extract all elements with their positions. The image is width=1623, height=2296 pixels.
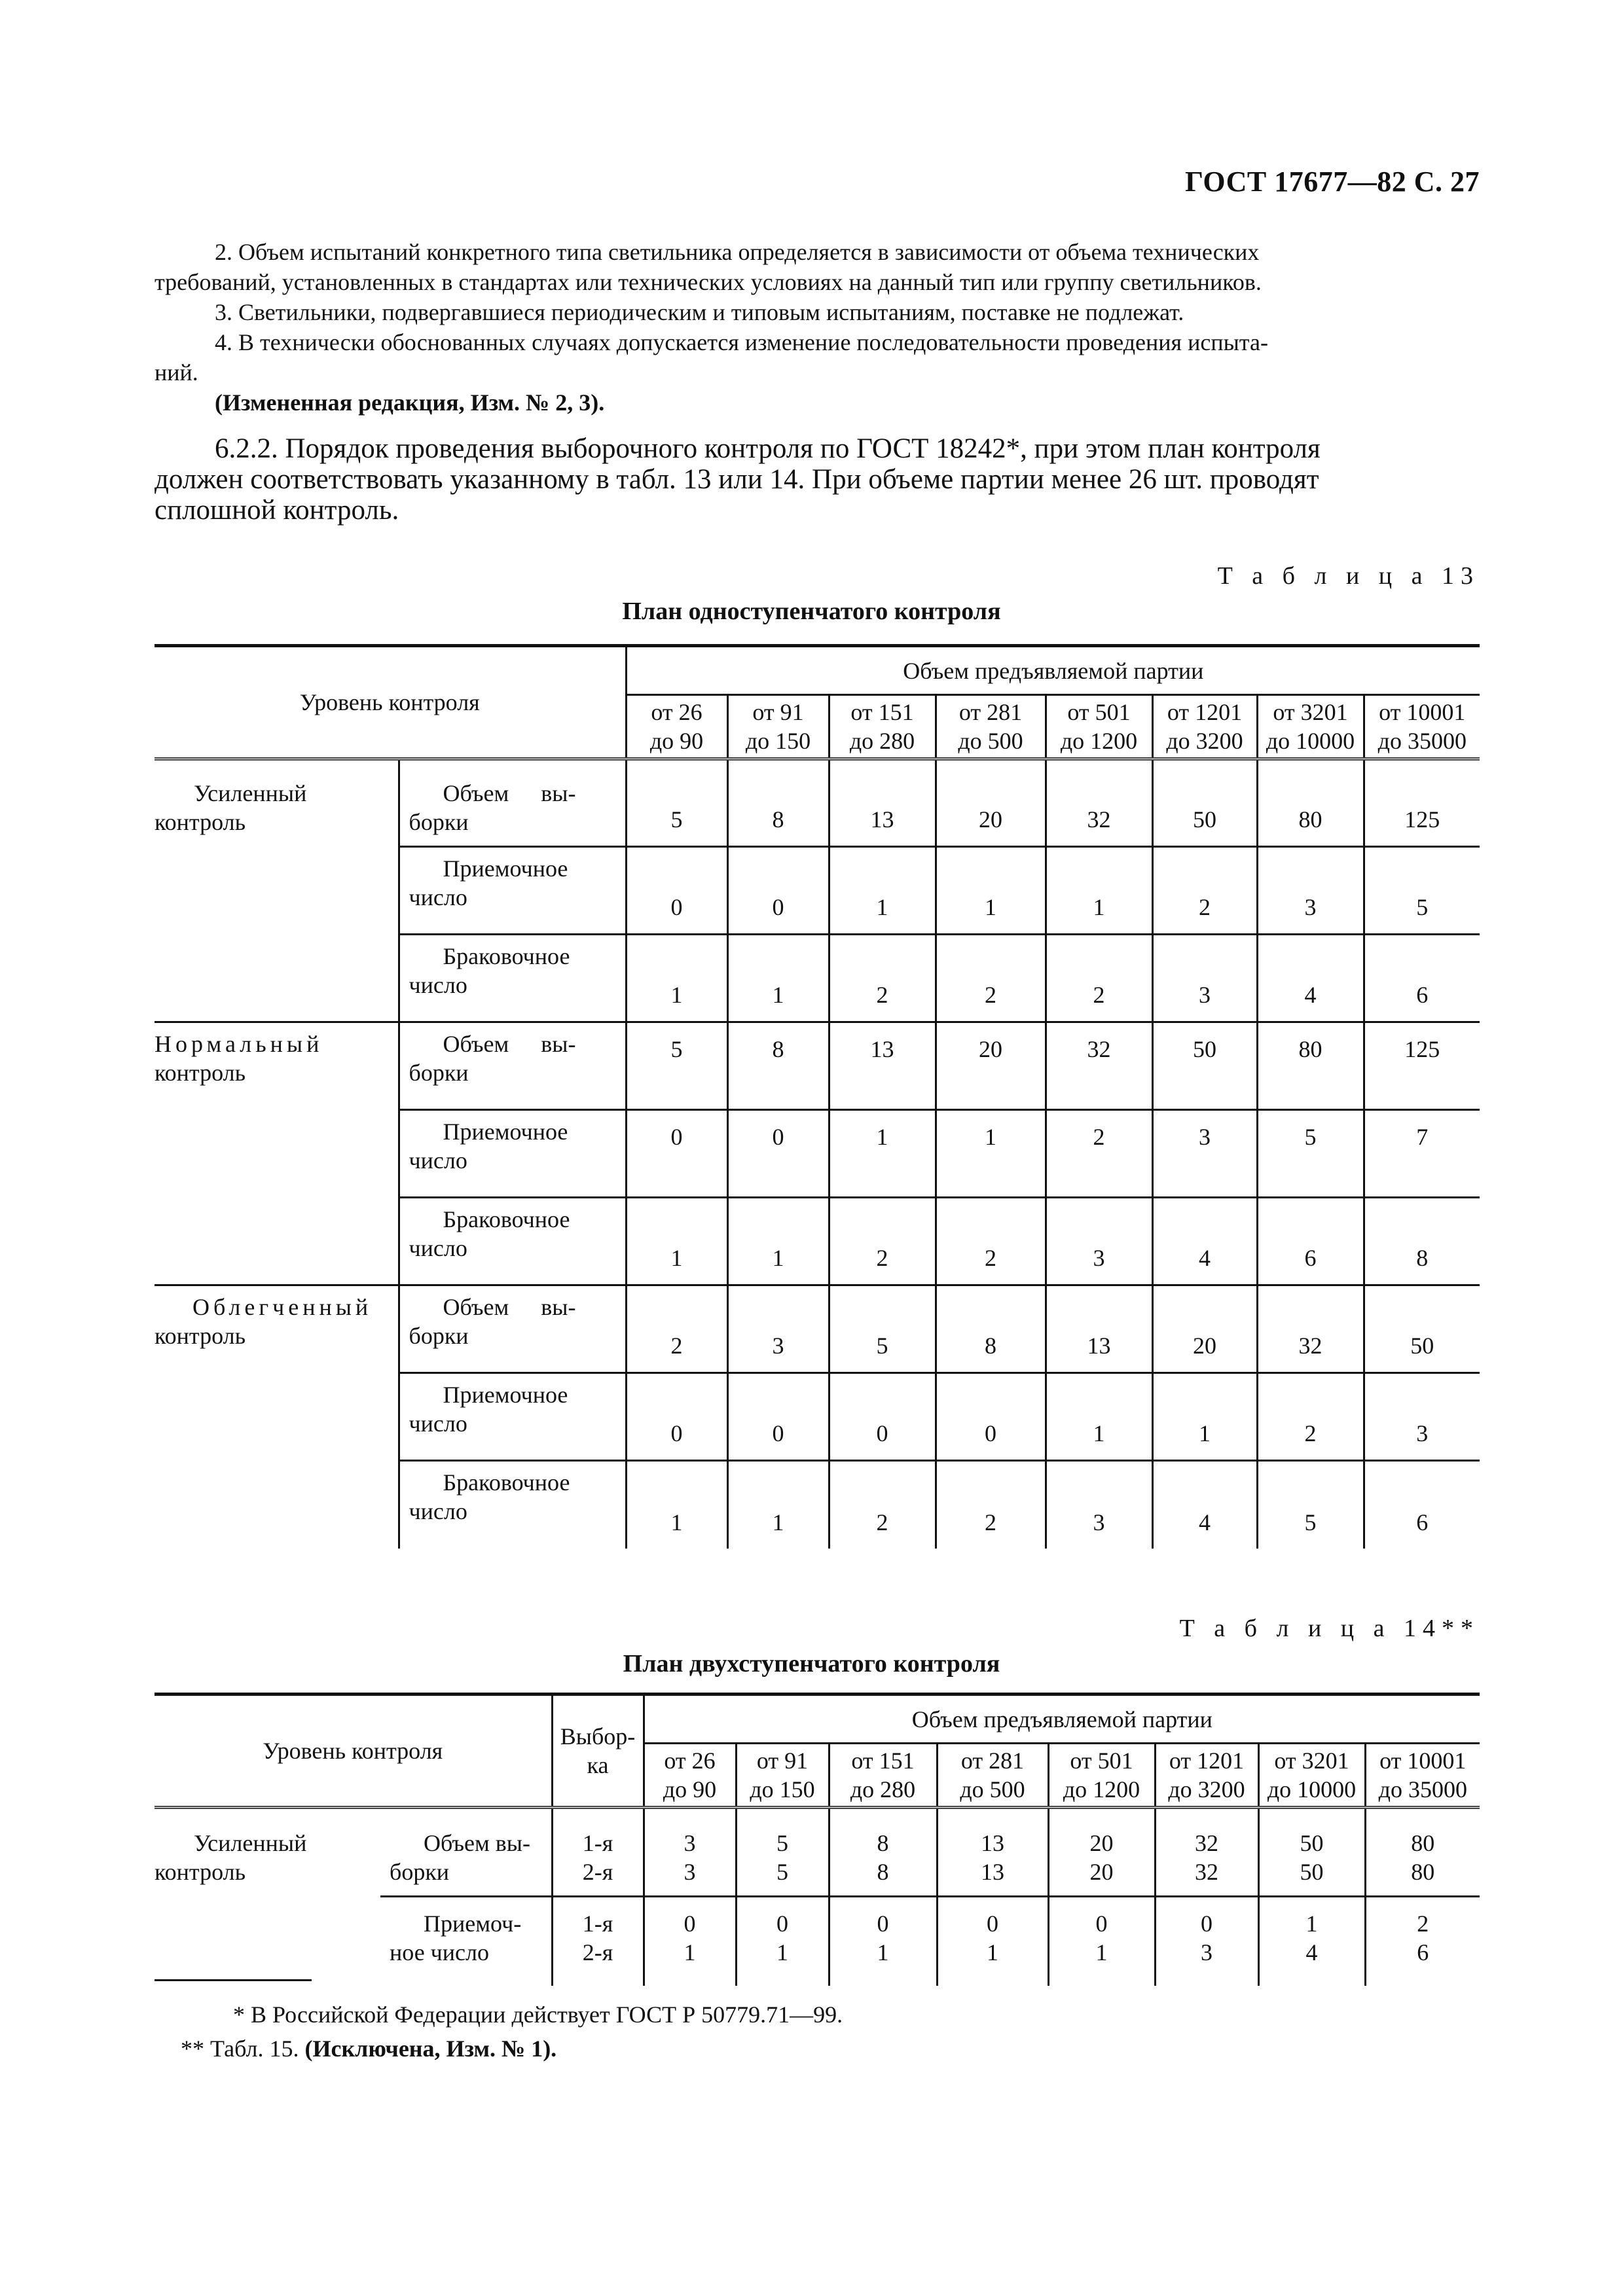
value-stage-2: 6	[1417, 1939, 1429, 1965]
paragraph-line: должен соответствовать указанному в табл. 13 или 14. При объеме партии менее 26 шт. проводят	[155, 464, 1319, 495]
table14-title: План двухступенчатого контроля	[623, 1650, 1000, 1677]
value-cell: 1	[1152, 1373, 1257, 1461]
control-level	[155, 759, 399, 1022]
value-cell	[644, 1897, 736, 1986]
value-stage-2: 3	[684, 1859, 696, 1885]
parameter-label-line: число	[409, 1147, 467, 1174]
value-cell: 6	[1364, 935, 1480, 1022]
lot-range-to: до 3200	[1168, 1776, 1245, 1803]
lot-range-header	[1046, 695, 1152, 759]
parameter-label-line: Приемоч-	[424, 1910, 522, 1937]
parameter-label	[380, 1897, 552, 1986]
parameter-label	[399, 1373, 626, 1461]
parameter-label	[399, 847, 626, 935]
lot-range-from: от 151	[851, 1748, 915, 1774]
value-stage-1: 20	[1089, 1830, 1114, 1856]
value-cell: 5	[829, 1285, 936, 1373]
clause-6-2-2	[155, 433, 1480, 526]
table14-label: Т а б л и ц а 14**	[1179, 1615, 1480, 1642]
value-cell: 3	[1364, 1373, 1480, 1461]
value-cell	[736, 1897, 829, 1986]
lot-range-from: от 3201	[1273, 699, 1348, 725]
value-cell: 1	[626, 1461, 727, 1549]
value-cell: 2	[1152, 847, 1257, 935]
sample-cell	[552, 1808, 644, 1897]
value-cell: 8	[1364, 1198, 1480, 1285]
value-stage-2: 1	[877, 1939, 889, 1965]
value-cell: 0	[727, 847, 829, 935]
lot-range-to: до 35000	[1377, 728, 1467, 754]
value-cell: 13	[829, 759, 936, 847]
value-cell: 3	[727, 1285, 829, 1373]
lot-range-from: от 91	[756, 1748, 809, 1774]
value-cell: 3	[1152, 1110, 1257, 1198]
note-line: 3. Светильники, подвергавшиеся периодическим и типовым испытаниям, поставке не подлежат.	[215, 299, 1184, 325]
value-cell: 7	[1364, 1110, 1480, 1198]
value-cell: 5	[1364, 847, 1480, 935]
value-cell: 80	[1257, 1022, 1364, 1110]
parameter-label-line: Приемочное	[443, 1382, 568, 1408]
lot-range-header	[1152, 695, 1257, 759]
value-cell: 0	[626, 1373, 727, 1461]
control-level-line: контроль	[155, 809, 246, 835]
parameter-label-line: борки	[409, 1323, 469, 1349]
parameter-label-line: Браковочное	[443, 1469, 570, 1496]
value-cell	[736, 1808, 829, 1897]
value-cell	[1258, 1808, 1365, 1897]
value-cell: 50	[1152, 759, 1257, 847]
notes-block	[155, 237, 1480, 418]
value-cell: 2	[1046, 1110, 1152, 1198]
value-cell: 1	[727, 1461, 829, 1549]
control-level-line: Усиленный	[194, 1830, 307, 1856]
level-header: Уровень контроля	[155, 646, 626, 759]
value-cell: 1	[1046, 1373, 1152, 1461]
sample-header-line: ка	[587, 1752, 609, 1778]
value-cell: 50	[1152, 1022, 1257, 1110]
value-stage-2: 1	[987, 1939, 999, 1965]
lot-range-to: до 90	[663, 1776, 717, 1803]
lot-range-header	[727, 695, 829, 759]
value-cell: 4	[1257, 935, 1364, 1022]
value-cell: 32	[1046, 759, 1152, 847]
lot-range-from: от 1201	[1169, 1748, 1245, 1774]
lot-range-header	[1365, 1744, 1480, 1808]
table14	[155, 1693, 1480, 1986]
parameter-label-line: число	[409, 1235, 467, 1261]
lot-range-from: от 281	[960, 1748, 1025, 1774]
table-row	[155, 1808, 1480, 1897]
value-cell: 20	[936, 759, 1046, 847]
table-row	[155, 1022, 1480, 1110]
value-stage-2: 32	[1195, 1859, 1219, 1885]
parameter-label-line: Объем вы-	[443, 780, 576, 806]
value-stage-2: 4	[1305, 1939, 1318, 1965]
control-level-line: контроль	[155, 1323, 246, 1349]
lot-range-to: до 10000	[1266, 728, 1355, 754]
control-level-line: Усиленный	[194, 780, 307, 806]
note-line: 2. Объем испытаний конкретного типа светильника определяется в зависимости от объема технических	[215, 239, 1260, 265]
page-header: ГОСТ 17677—82 С. 27	[1184, 166, 1480, 198]
value-stage-1: 0	[987, 1910, 999, 1937]
value-cell: 5	[626, 759, 727, 847]
value-cell: 2	[626, 1285, 727, 1373]
parameter-label-line: Браковочное	[443, 1206, 570, 1232]
parameter-label-line: Приемочное	[443, 1119, 568, 1145]
parameter-label-line: Браковочное	[443, 943, 570, 969]
lot-range-from: от 10001	[1379, 1748, 1467, 1774]
control-level-line: Нормальный	[155, 1031, 323, 1057]
value-stage-2: 8	[877, 1859, 889, 1885]
sample-cell	[552, 1897, 644, 1986]
parameter-label-line: число	[409, 1498, 467, 1524]
value-cell: 20	[936, 1022, 1046, 1110]
lot-range-from: от 26	[664, 1748, 716, 1774]
lot-range-header	[936, 695, 1046, 759]
value-stage-1: 8	[877, 1830, 889, 1856]
parameter-label-line: борки	[390, 1859, 450, 1885]
lot-range-from: от 91	[752, 699, 804, 725]
value-stage-2: 1	[776, 1939, 789, 1965]
lot-range-to: до 1200	[1063, 1776, 1140, 1803]
value-stage-1: 3	[684, 1830, 696, 1856]
lot-range-from: от 3201	[1274, 1748, 1349, 1774]
parameter-label-line: борки	[409, 1060, 469, 1086]
value-cell: 1	[936, 1110, 1046, 1198]
lot-range-to: до 500	[958, 728, 1023, 754]
value-cell: 80	[1257, 759, 1364, 847]
value-cell: 2	[936, 1461, 1046, 1549]
lot-range-to: до 3200	[1166, 728, 1243, 754]
lot-range-header	[829, 695, 936, 759]
footnote-text: ** Табл. 15.	[181, 2036, 305, 2062]
value-stage-1: 32	[1195, 1830, 1219, 1856]
value-stage-1: 0	[1095, 1910, 1108, 1937]
table13	[155, 644, 1480, 1549]
note-line: требований, установленных в стандартах или технических условиях на данный тип или группу светильников.	[155, 269, 1262, 295]
value-cell: 3	[1152, 935, 1257, 1022]
value-cell: 0	[727, 1373, 829, 1461]
parameter-label-line: Приемочное	[443, 855, 568, 882]
value-cell: 3	[1046, 1461, 1152, 1549]
table-row	[155, 759, 1480, 847]
value-cell	[829, 1897, 937, 1986]
sample-header	[552, 1695, 644, 1808]
value-cell	[1365, 1808, 1480, 1897]
value-stage-2: 20	[1089, 1859, 1114, 1885]
value-cell	[1365, 1897, 1480, 1986]
lot-range-from: от 1201	[1167, 699, 1243, 725]
value-cell: 125	[1364, 1022, 1480, 1110]
value-cell	[1155, 1808, 1258, 1897]
value-stage-1: 80	[1411, 1830, 1435, 1856]
value-cell: 1	[626, 935, 727, 1022]
value-cell	[829, 1808, 937, 1897]
lot-range-header	[644, 1744, 736, 1808]
value-cell: 0	[829, 1373, 936, 1461]
value-cell: 2	[936, 935, 1046, 1022]
value-cell: 2	[829, 935, 936, 1022]
value-cell: 4	[1152, 1198, 1257, 1285]
value-cell: 2	[1257, 1373, 1364, 1461]
value-stage-2: 80	[1411, 1859, 1435, 1885]
value-cell	[1048, 1808, 1155, 1897]
lot-range-from: от 501	[1067, 699, 1131, 725]
sample-stage: 1-я	[582, 1830, 613, 1856]
value-cell: 1	[1046, 847, 1152, 935]
lot-range-to: до 1200	[1060, 728, 1138, 754]
value-cell: 5	[626, 1022, 727, 1110]
value-cell: 0	[936, 1373, 1046, 1461]
lot-range-header	[937, 1744, 1048, 1808]
value-stage-1: 0	[684, 1910, 696, 1937]
value-stage-1: 13	[981, 1830, 1005, 1856]
value-cell: 1	[727, 935, 829, 1022]
value-cell: 8	[936, 1285, 1046, 1373]
lot-range-header	[1048, 1744, 1155, 1808]
parameter-label	[399, 1110, 626, 1198]
control-level	[155, 1808, 380, 1986]
lot-range-from: от 501	[1070, 1748, 1133, 1774]
value-cell: 125	[1364, 759, 1480, 847]
level-header: Уровень контроля	[155, 1695, 552, 1808]
value-stage-1: 0	[877, 1910, 889, 1937]
parameter-label-line: Объем вы-	[443, 1031, 576, 1057]
parameter-label-line: число	[409, 1410, 467, 1437]
parameter-label-line: борки	[409, 809, 469, 835]
control-level	[155, 1022, 399, 1285]
lot-header: Объем предъявляемой партии	[626, 646, 1480, 695]
lot-range-header	[1364, 695, 1480, 759]
value-cell: 0	[626, 847, 727, 935]
value-cell: 50	[1364, 1285, 1480, 1373]
lot-range-from: от 26	[651, 699, 702, 725]
lot-range-from: от 281	[958, 699, 1023, 725]
lot-range-to: до 280	[849, 728, 915, 754]
note-line: ний.	[155, 359, 198, 386]
lot-range-header	[1258, 1744, 1365, 1808]
lot-range-from: от 10001	[1379, 699, 1466, 725]
value-cell: 20	[1152, 1285, 1257, 1373]
sample-stage: 2-я	[582, 1939, 613, 1965]
value-cell: 1	[829, 1110, 936, 1198]
parameter-label	[399, 935, 626, 1022]
value-cell	[937, 1808, 1048, 1897]
value-stage-1: 50	[1300, 1830, 1324, 1856]
lot-range-from: от 151	[850, 699, 914, 725]
sample-stage: 1-я	[582, 1910, 613, 1937]
parameter-label-line: число	[409, 884, 467, 910]
value-stage-2: 13	[981, 1859, 1005, 1885]
paragraph-line: 6.2.2. Порядок проведения выборочного контроля по ГОСТ 18242*, при этом план контроля	[215, 433, 1321, 464]
lot-range-header	[829, 1744, 937, 1808]
control-level-line: контроль	[155, 1060, 246, 1086]
lot-range-to: до 35000	[1378, 1776, 1467, 1803]
control-level	[155, 1285, 399, 1549]
footnote-bold: (Исключена, Изм. № 1).	[304, 2036, 557, 2062]
table13-label: Т а б л и ц а 13	[1217, 562, 1480, 590]
parameter-label-line: ное число	[390, 1939, 489, 1965]
value-cell	[937, 1897, 1048, 1986]
value-stage-2: 1	[1095, 1939, 1108, 1965]
value-cell: 3	[1046, 1198, 1152, 1285]
value-stage-2: 5	[776, 1859, 789, 1885]
value-cell: 2	[936, 1198, 1046, 1285]
value-cell: 13	[1046, 1285, 1152, 1373]
value-cell: 2	[829, 1198, 936, 1285]
value-cell: 3	[1257, 847, 1364, 935]
parameter-label	[399, 1461, 626, 1549]
paragraph-line: сплошной контроль.	[155, 495, 399, 526]
footnote	[155, 2032, 843, 2066]
value-stage-2: 3	[1201, 1939, 1213, 1965]
lot-range-to: до 90	[649, 728, 704, 754]
parameter-label-line: Объем вы-	[424, 1830, 530, 1856]
value-cell: 1	[626, 1198, 727, 1285]
value-stage-1: 0	[776, 1910, 789, 1937]
parameter-label-line: Объем вы-	[443, 1294, 576, 1320]
value-cell: 6	[1257, 1198, 1364, 1285]
value-stage-1: 5	[776, 1830, 789, 1856]
parameter-label	[399, 1198, 626, 1285]
sample-header-line: Выбор-	[560, 1723, 636, 1749]
value-cell: 5	[1257, 1461, 1364, 1549]
value-cell: 8	[727, 759, 829, 847]
control-level-line: контроль	[155, 1859, 246, 1885]
lot-range-to: до 280	[850, 1776, 916, 1803]
value-cell: 4	[1152, 1461, 1257, 1549]
value-cell: 1	[829, 847, 936, 935]
value-cell: 6	[1364, 1461, 1480, 1549]
footnotes	[155, 1998, 843, 2066]
value-cell: 2	[1046, 935, 1152, 1022]
lot-range-to: до 150	[750, 1776, 815, 1803]
lot-range-header	[1155, 1744, 1258, 1808]
value-cell	[1155, 1897, 1258, 1986]
sample-stage: 2-я	[582, 1859, 613, 1885]
value-cell	[1258, 1897, 1365, 1986]
table-row	[155, 1285, 1480, 1373]
value-cell: 13	[829, 1022, 936, 1110]
lot-range-header	[736, 1744, 829, 1808]
value-cell: 8	[727, 1022, 829, 1110]
note-line: 4. В технически обоснованных случаях допускается изменение последовательности проведения испыта-	[215, 329, 1268, 355]
lot-range-to: до 10000	[1267, 1776, 1357, 1803]
value-stage-2: 50	[1300, 1859, 1324, 1885]
lot-range-to: до 150	[745, 728, 811, 754]
amendment-note: (Измененная редакция, Изм. № 2, 3).	[215, 389, 605, 416]
footnote-divider	[155, 1979, 312, 1981]
parameter-label	[399, 1022, 626, 1110]
value-cell: 5	[1257, 1110, 1364, 1198]
parameter-label	[399, 759, 626, 847]
lot-range-header	[1257, 695, 1364, 759]
lot-header: Объем предъявляемой партии	[644, 1695, 1480, 1744]
value-cell: 0	[626, 1110, 727, 1198]
value-cell	[644, 1808, 736, 1897]
parameter-label	[380, 1808, 552, 1897]
value-cell: 0	[727, 1110, 829, 1198]
value-stage-1: 1	[1305, 1910, 1318, 1937]
value-cell: 32	[1257, 1285, 1364, 1373]
parameter-label	[399, 1285, 626, 1373]
footnote: * В Российской Федерации действует ГОСТ Р 50779.71—99.	[233, 2001, 843, 2028]
control-level-line: Облегченный	[192, 1294, 373, 1320]
value-stage-1: 0	[1201, 1910, 1213, 1937]
value-cell: 1	[727, 1198, 829, 1285]
value-cell: 2	[829, 1461, 936, 1549]
lot-range-header	[626, 695, 727, 759]
parameter-label-line: число	[409, 972, 467, 998]
value-cell: 1	[936, 847, 1046, 935]
value-cell	[1048, 1897, 1155, 1986]
lot-range-to: до 500	[960, 1776, 1025, 1803]
value-cell: 32	[1046, 1022, 1152, 1110]
value-stage-1: 2	[1417, 1910, 1429, 1937]
table13-title: План одноступенчатого контроля	[622, 598, 1001, 625]
value-stage-2: 1	[684, 1939, 696, 1965]
